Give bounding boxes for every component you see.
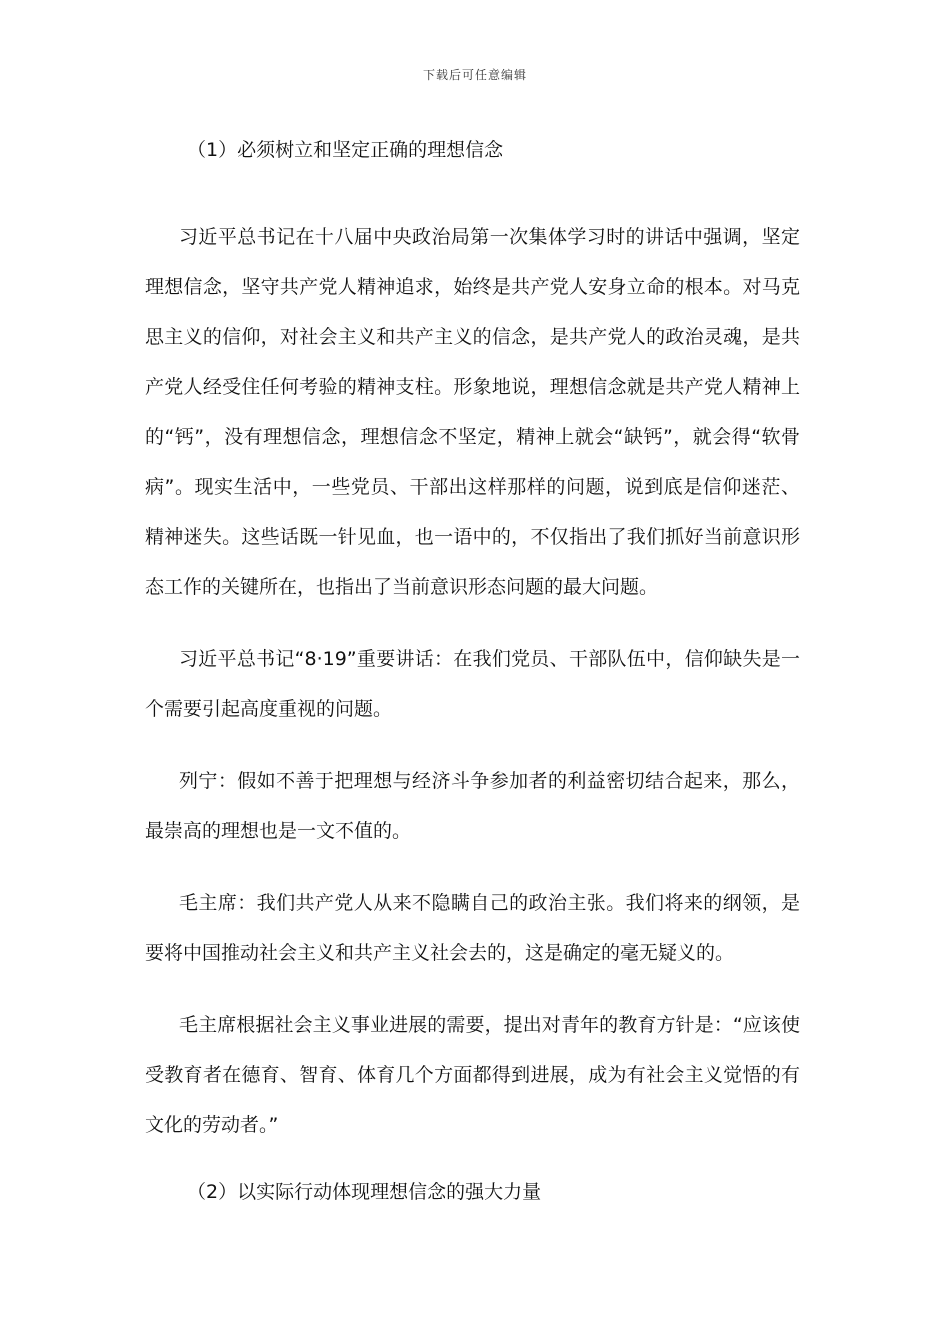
paragraph-3: 列宁：假如不善于把理想与经济斗争参加者的利益密切结合起来，那么，最崇高的理想也是一文不值的。 <box>145 770 800 842</box>
paragraph-4: 毛主席：我们共产党人从来不隐瞒自己的政治主张。我们将来的纲领，是要将中国推动社会主义和共产主义社会去的，这是确定的毫无疑义的。 <box>145 892 800 964</box>
paragraph-5: 毛主席根据社会主义事业进展的需要，提出对青年的教育方针是：“应该使受教育者在德育、智育、体育几个方面都得到进展，成为有社会主义觉悟的有文化的劳动者。” <box>145 1014 800 1136</box>
header-note: 下载后可任意编辑 <box>422 68 527 82</box>
section-heading-2: （2）以实际行动体现理想信念的强大力量 <box>187 1181 542 1203</box>
paragraph-2: 习近平总书记“8·19”重要讲话：在我们党员、干部队伍中，信仰缺失是一个需要引起高度重视的问题。 <box>145 648 800 720</box>
document-body <box>145 130 800 1212</box>
section-heading-1: （1）必须树立和坚定正确的理想信念 <box>187 139 504 161</box>
paragraph-1: 习近平总书记在十八届中央政治局第一次集体学习时的讲话中强调，坚定理想信念，坚守共产党人精神追求，始终是共产党人安身立命的根本。对马克思主义的信仰，对社会主义和共产主义的信念，是共产党人的政治灵魂，是共产党人经受住任何考验的精神支柱。形象地说，理想信念就是共产党人精神上的“钙”，没有理想信念，理想信念不坚定，精神上就会“缺钙”，就会得“软骨病”。现实生活中，一些党员、干部出这样那样的问题，说到底是信仰迷茫、精神迷失。这些话既一针见血，也一语中的，不仅指出了我们抓好当前意识形态工作的关键所在，也指出了当前意识形态问题的最大问题。 <box>145 226 800 598</box>
